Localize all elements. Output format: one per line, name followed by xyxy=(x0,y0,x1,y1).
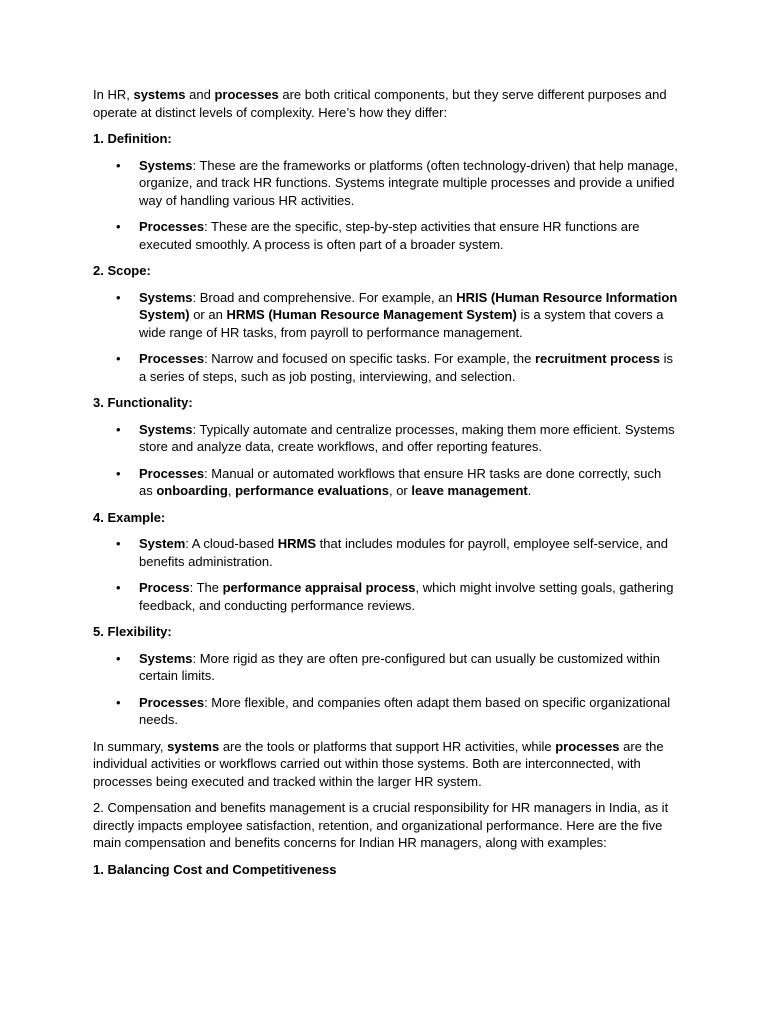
bold-text-run: Systems xyxy=(139,157,193,173)
bullet-icon: • xyxy=(116,157,121,173)
text-run: : Broad and comprehensive. For example, an xyxy=(192,289,457,305)
section-heading-balancing-cost: 1. Balancing Cost and Competitiveness xyxy=(93,861,337,877)
bold-text-run: HRMS (Human Resource Management System) xyxy=(226,307,517,322)
text-run: is a system that covers a wide range of HR tasks, from payroll to performance management. xyxy=(139,307,664,340)
bold-text-run: leave management xyxy=(411,483,528,498)
text-run: that includes modules for payroll, employee self-service, and benefits administration. xyxy=(139,536,668,569)
bold-text-run: System xyxy=(139,536,186,551)
bullet-icon: • xyxy=(116,351,121,366)
intro-paragraph xyxy=(93,86,678,121)
text-run: In HR, xyxy=(93,87,134,102)
bold-text-run: Processes xyxy=(139,351,205,366)
list-item xyxy=(93,157,678,210)
list-item xyxy=(93,694,678,729)
text-run: are both critical components, but they serve different purposes and operate at distinct levels of complexity. Here’s how they differ: xyxy=(93,87,667,120)
bullet-list xyxy=(93,421,678,500)
bold-text-run: performance appraisal process xyxy=(222,580,416,595)
bullet-icon: • xyxy=(116,421,121,437)
bullet-icon: • xyxy=(116,465,121,481)
text-run: 2. Compensation and benefits management is a crucial responsibility for HR managers in India, as it directly impacts employee satisfaction, retention, and organizational performance. Here are the five main compensation and benefits concerns for Indian HR managers, along with examples: xyxy=(93,800,669,850)
bullet-list xyxy=(93,289,678,386)
bullet-icon: • xyxy=(116,694,121,710)
list-item xyxy=(93,289,678,342)
list-item xyxy=(93,650,678,685)
text-run: : A cloud-based xyxy=(185,536,278,551)
bold-text-run: HRIS (Human Resource Information System) xyxy=(139,289,678,322)
list-item xyxy=(93,421,678,456)
bold-text-run: Processes xyxy=(139,465,205,481)
text-run: , xyxy=(227,483,236,498)
bold-text-run: recruitment process xyxy=(535,351,660,366)
bold-text-run: systems xyxy=(167,738,220,754)
text-run: : These are the frameworks or platforms (often technology-driven) that help manage, organize, and track HR functions. Systems integrate multiple processes and provide a unified way of handling various HR activities. xyxy=(139,157,678,208)
list-item xyxy=(93,579,678,614)
text-run: : These are the specific, step-by-step activities that ensure HR functions are executed smoothly. A process is often part of a broader system. xyxy=(139,219,640,252)
text-run: , which might involve setting goals, gathering feedback, and conducting performance reviews. xyxy=(139,580,674,613)
text-run: . xyxy=(527,483,532,498)
bold-text-run: Systems xyxy=(139,421,193,437)
text-run: : The xyxy=(189,580,223,595)
bullet-list xyxy=(93,157,678,254)
text-run: : More flexible, and companies often adapt them based on specific organizational needs. xyxy=(139,694,671,727)
bullet-icon: • xyxy=(116,219,121,234)
bold-text-run: Systems xyxy=(139,650,193,666)
bold-text-run: Systems xyxy=(139,289,193,305)
text-run: are the tools or platforms that support HR activities, while xyxy=(219,738,556,754)
section-heading: 4. Example: xyxy=(93,509,166,525)
bullet-list xyxy=(93,535,678,614)
text-run: and xyxy=(185,87,215,102)
text-run: : Manual or automated workflows that ensure HR tasks are done correctly, such as xyxy=(139,465,662,498)
text-run: is a series of steps, such as job posting, interviewing, and selection. xyxy=(139,351,673,384)
text-run: : Narrow and focused on specific tasks. For example, the xyxy=(204,351,535,366)
text-run: , or xyxy=(388,483,412,498)
bullet-icon: • xyxy=(116,289,121,305)
text-run: are the individual activities or workflows carried out within those systems. Both are interconnected, with processes being executed and tracked within the larger HR system. xyxy=(93,738,664,789)
bold-text-run: HRMS xyxy=(277,536,317,551)
section-heading: 3. Functionality: xyxy=(93,395,193,410)
text-run: or an xyxy=(189,307,227,322)
question-2-paragraph xyxy=(93,799,678,852)
sections-container xyxy=(93,130,678,729)
section-heading: 5. Flexibility: xyxy=(93,624,172,639)
list-item xyxy=(93,350,678,385)
text-run: : More rigid as they are often pre-configured but can usually be customized within certain limits. xyxy=(139,650,661,683)
bold-text-run: Processes xyxy=(139,219,205,234)
bold-text-run: Processes xyxy=(139,694,205,710)
bold-text-run: performance evaluations xyxy=(235,483,389,498)
list-item xyxy=(93,465,678,500)
bold-text-run: processes xyxy=(555,738,620,754)
bullet-icon: • xyxy=(116,650,121,666)
bold-text-run: onboarding xyxy=(156,483,228,498)
list-item xyxy=(93,218,678,253)
bullet-list xyxy=(93,650,678,729)
text-run: In summary, xyxy=(93,738,168,754)
summary-paragraph xyxy=(93,738,678,791)
bold-text-run: processes xyxy=(214,87,279,102)
text-run: : Typically automate and centralize processes, making them more efficient. Systems store and analyze data, create workflows, and offer reporting features. xyxy=(139,421,675,454)
bullet-icon: • xyxy=(116,580,121,595)
section-heading: 2. Scope: xyxy=(93,263,151,278)
list-item xyxy=(93,535,678,570)
bold-text-run: Process xyxy=(139,580,190,595)
bullet-icon: • xyxy=(116,536,121,551)
bold-text-run: systems xyxy=(133,87,186,102)
section-heading: 1. Definition: xyxy=(93,131,172,146)
